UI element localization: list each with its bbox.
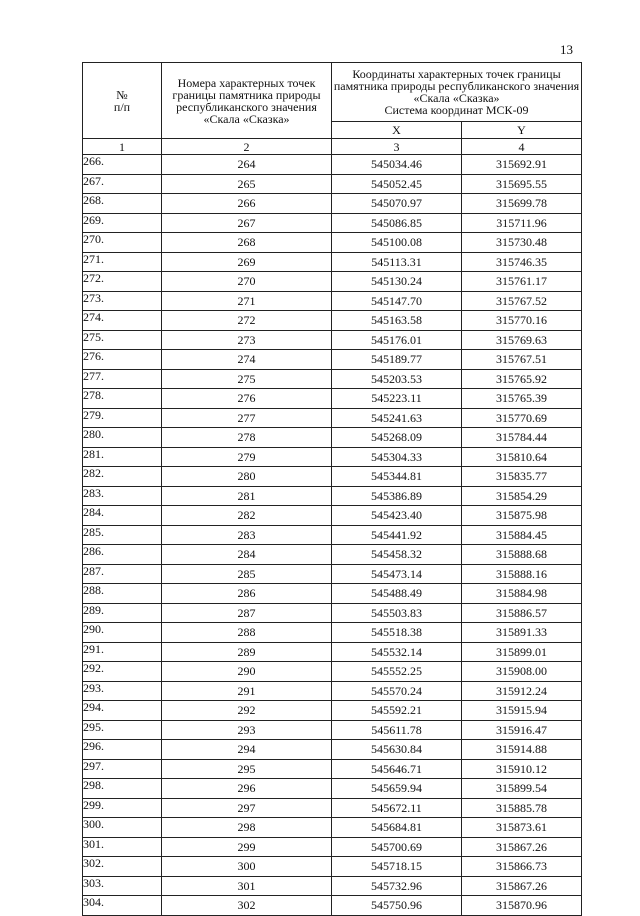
x-coordinate-cell: 545552.25	[332, 662, 462, 682]
point-number-cell: 288	[162, 623, 332, 643]
x-coordinate-cell: 545203.53	[332, 369, 462, 389]
x-coordinate-cell: 545684.81	[332, 818, 462, 838]
point-number-cell: 297	[162, 798, 332, 818]
row-number-cell: 298.	[83, 779, 162, 799]
point-number-cell: 280	[162, 467, 332, 487]
y-coordinate-cell: 315867.26	[462, 876, 582, 896]
header-point-numbers	[162, 63, 332, 139]
x-coordinate-cell: 545750.96	[332, 896, 462, 916]
x-coordinate-cell: 545268.09	[332, 428, 462, 448]
row-number-cell: 304.	[83, 896, 162, 916]
row-number-cell: 269.	[83, 213, 162, 233]
row-number-cell: 275.	[83, 330, 162, 350]
y-coordinate-cell: 315765.39	[462, 389, 582, 409]
x-coordinate-cell: 545518.38	[332, 623, 462, 643]
point-number-cell: 279	[162, 447, 332, 467]
column-number-3: 3	[332, 139, 462, 155]
table-row	[83, 389, 582, 409]
y-coordinate-cell: 315891.33	[462, 623, 582, 643]
row-number-cell: 290.	[83, 623, 162, 643]
table-row	[83, 252, 582, 272]
x-coordinate-cell: 545570.24	[332, 681, 462, 701]
table-row	[83, 291, 582, 311]
x-coordinate-cell: 545304.33	[332, 447, 462, 467]
row-number-cell: 291.	[83, 642, 162, 662]
y-coordinate-cell: 315899.01	[462, 642, 582, 662]
point-number-cell: 268	[162, 233, 332, 253]
table-row	[83, 701, 582, 721]
x-coordinate-cell: 545176.01	[332, 330, 462, 350]
x-coordinate-cell: 545113.31	[332, 252, 462, 272]
y-coordinate-cell: 315886.57	[462, 603, 582, 623]
point-number-cell: 278	[162, 428, 332, 448]
row-number-cell: 302.	[83, 857, 162, 877]
y-coordinate-cell: 315888.16	[462, 564, 582, 584]
table-row	[83, 623, 582, 643]
point-number-cell: 276	[162, 389, 332, 409]
table-row	[83, 603, 582, 623]
y-coordinate-cell: 315761.17	[462, 272, 582, 292]
x-coordinate-cell: 545646.71	[332, 759, 462, 779]
x-coordinate-cell: 545034.46	[332, 155, 462, 175]
point-number-cell: 285	[162, 564, 332, 584]
point-number-cell: 295	[162, 759, 332, 779]
y-coordinate-cell: 315884.98	[462, 584, 582, 604]
x-coordinate-cell: 545241.63	[332, 408, 462, 428]
row-number-cell: 283.	[83, 486, 162, 506]
row-number-cell: 286.	[83, 545, 162, 565]
y-coordinate-cell: 315730.48	[462, 233, 582, 253]
table-row	[83, 311, 582, 331]
y-coordinate-cell: 315910.12	[462, 759, 582, 779]
row-number-cell: 295.	[83, 720, 162, 740]
x-coordinate-cell: 545223.11	[332, 389, 462, 409]
y-coordinate-cell: 315915.94	[462, 701, 582, 721]
row-number-cell: 270.	[83, 233, 162, 253]
row-number-cell: 277.	[83, 369, 162, 389]
table-row	[83, 545, 582, 565]
table-row	[83, 857, 582, 877]
row-number-cell: 284.	[83, 506, 162, 526]
point-number-cell: 269	[162, 252, 332, 272]
table-row	[83, 213, 582, 233]
y-coordinate-cell: 315770.69	[462, 408, 582, 428]
point-number-cell: 271	[162, 291, 332, 311]
x-coordinate-cell: 545423.40	[332, 506, 462, 526]
point-number-cell: 300	[162, 857, 332, 877]
y-coordinate-cell: 315916.47	[462, 720, 582, 740]
y-coordinate-cell: 315873.61	[462, 818, 582, 838]
x-coordinate-cell: 545700.69	[332, 837, 462, 857]
column-number-4: 4	[462, 139, 582, 155]
table-row	[83, 194, 582, 214]
point-number-cell: 291	[162, 681, 332, 701]
x-coordinate-cell: 545732.96	[332, 876, 462, 896]
point-number-cell: 273	[162, 330, 332, 350]
table-row	[83, 837, 582, 857]
table-row	[83, 720, 582, 740]
row-number-cell: 293.	[83, 681, 162, 701]
table-row	[83, 350, 582, 370]
y-coordinate-cell: 315885.78	[462, 798, 582, 818]
row-number-cell: 276.	[83, 350, 162, 370]
table-row	[83, 525, 582, 545]
row-number-cell: 274.	[83, 311, 162, 331]
row-number-cell: 279.	[83, 408, 162, 428]
x-coordinate-cell: 545344.81	[332, 467, 462, 487]
point-number-cell: 296	[162, 779, 332, 799]
table-row	[83, 681, 582, 701]
row-number-cell: 285.	[83, 525, 162, 545]
point-number-cell: 301	[162, 876, 332, 896]
row-number-cell: 278.	[83, 389, 162, 409]
x-coordinate-cell: 545163.58	[332, 311, 462, 331]
x-coordinate-cell: 545718.15	[332, 857, 462, 877]
header-y-axis: Y	[462, 122, 582, 139]
y-coordinate-cell: 315912.24	[462, 681, 582, 701]
table-row	[83, 662, 582, 682]
row-number-cell: 282.	[83, 467, 162, 487]
table-row	[83, 447, 582, 467]
y-coordinate-cell: 315884.45	[462, 525, 582, 545]
y-coordinate-cell: 315866.73	[462, 857, 582, 877]
table-row	[83, 896, 582, 916]
point-number-cell: 264	[162, 155, 332, 175]
x-coordinate-cell: 545052.45	[332, 174, 462, 194]
x-coordinate-cell: 545086.85	[332, 213, 462, 233]
point-number-cell: 270	[162, 272, 332, 292]
y-coordinate-cell: 315914.88	[462, 740, 582, 760]
header-coordinate-system: Система координат МСК-09	[384, 103, 529, 117]
column-number-2: 2	[162, 139, 332, 155]
table-row	[83, 233, 582, 253]
y-coordinate-cell: 315888.68	[462, 545, 582, 565]
coordinates-table	[82, 62, 582, 916]
point-number-cell: 272	[162, 311, 332, 331]
x-coordinate-cell: 545100.08	[332, 233, 462, 253]
row-number-cell: 289.	[83, 603, 162, 623]
header-x-axis: X	[332, 122, 462, 139]
row-number-cell: 300.	[83, 818, 162, 838]
header-point-numbers-label: Номера характерных точек границы памятника природы республиканского значения «Скала «Сказка»	[172, 75, 321, 126]
row-number-cell: 288.	[83, 584, 162, 604]
y-coordinate-cell: 315810.64	[462, 447, 582, 467]
table-row	[83, 564, 582, 584]
row-number-cell: 273.	[83, 291, 162, 311]
table-row	[83, 818, 582, 838]
x-coordinate-cell: 545147.70	[332, 291, 462, 311]
row-number-cell: 297.	[83, 759, 162, 779]
table-row	[83, 330, 582, 350]
table-row	[83, 486, 582, 506]
y-coordinate-cell: 315908.00	[462, 662, 582, 682]
y-coordinate-cell: 315854.29	[462, 486, 582, 506]
y-coordinate-cell: 315711.96	[462, 213, 582, 233]
point-number-cell: 294	[162, 740, 332, 760]
x-coordinate-cell: 545611.78	[332, 720, 462, 740]
point-number-cell: 289	[162, 642, 332, 662]
y-coordinate-cell: 315692.91	[462, 155, 582, 175]
point-number-cell: 292	[162, 701, 332, 721]
column-number-row	[83, 139, 582, 155]
row-number-cell: 287.	[83, 564, 162, 584]
row-number-cell: 267.	[83, 174, 162, 194]
table-row	[83, 798, 582, 818]
x-coordinate-cell: 545070.97	[332, 194, 462, 214]
row-number-cell: 268.	[83, 194, 162, 214]
y-coordinate-cell: 315770.16	[462, 311, 582, 331]
point-number-cell: 277	[162, 408, 332, 428]
table-row	[83, 174, 582, 194]
table-row	[83, 428, 582, 448]
y-coordinate-cell: 315767.52	[462, 291, 582, 311]
table-row	[83, 584, 582, 604]
row-number-cell: 281.	[83, 447, 162, 467]
point-number-cell: 293	[162, 720, 332, 740]
header-row-number-label: № п/п	[113, 87, 131, 114]
y-coordinate-cell: 315699.78	[462, 194, 582, 214]
table-row	[83, 467, 582, 487]
table-row	[83, 272, 582, 292]
table-row	[83, 740, 582, 760]
header-coordinates-label: Координаты характерных точек границы памятника природы республиканского значения «Скала «Сказка»	[333, 67, 580, 105]
row-number-cell: 299.	[83, 798, 162, 818]
row-number-cell: 272.	[83, 272, 162, 292]
point-number-cell: 282	[162, 506, 332, 526]
y-coordinate-cell: 315875.98	[462, 506, 582, 526]
row-number-cell: 280.	[83, 428, 162, 448]
table-row	[83, 876, 582, 896]
x-coordinate-cell: 545532.14	[332, 642, 462, 662]
y-coordinate-cell: 315835.77	[462, 467, 582, 487]
header-coordinates	[332, 63, 582, 122]
y-coordinate-cell: 315769.63	[462, 330, 582, 350]
table-row	[83, 369, 582, 389]
row-number-cell: 294.	[83, 701, 162, 721]
x-coordinate-cell: 545672.11	[332, 798, 462, 818]
point-number-cell: 290	[162, 662, 332, 682]
row-number-cell: 301.	[83, 837, 162, 857]
y-coordinate-cell: 315695.55	[462, 174, 582, 194]
row-number-cell: 296.	[83, 740, 162, 760]
y-coordinate-cell: 315767.51	[462, 350, 582, 370]
table-row	[83, 408, 582, 428]
point-number-cell: 267	[162, 213, 332, 233]
x-coordinate-cell: 545458.32	[332, 545, 462, 565]
row-number-cell: 303.	[83, 876, 162, 896]
table-row	[83, 155, 582, 175]
point-number-cell: 281	[162, 486, 332, 506]
table-row	[83, 759, 582, 779]
point-number-cell: 265	[162, 174, 332, 194]
table-row	[83, 779, 582, 799]
x-coordinate-cell: 545503.83	[332, 603, 462, 623]
point-number-cell: 302	[162, 896, 332, 916]
x-coordinate-cell: 545659.94	[332, 779, 462, 799]
point-number-cell: 266	[162, 194, 332, 214]
header-row-number	[83, 63, 162, 139]
row-number-cell: 271.	[83, 252, 162, 272]
x-coordinate-cell: 545441.92	[332, 525, 462, 545]
x-coordinate-cell: 545592.21	[332, 701, 462, 721]
x-coordinate-cell: 545189.77	[332, 350, 462, 370]
y-coordinate-cell: 315870.96	[462, 896, 582, 916]
point-number-cell: 286	[162, 584, 332, 604]
table-body	[83, 155, 582, 916]
page-number: 13	[560, 42, 573, 57]
table-row	[83, 642, 582, 662]
point-number-cell: 298	[162, 818, 332, 838]
point-number-cell: 287	[162, 603, 332, 623]
y-coordinate-cell: 315867.26	[462, 837, 582, 857]
x-coordinate-cell: 545130.24	[332, 272, 462, 292]
y-coordinate-cell: 315784.44	[462, 428, 582, 448]
point-number-cell: 284	[162, 545, 332, 565]
row-number-cell: 266.	[83, 155, 162, 175]
point-number-cell: 275	[162, 369, 332, 389]
x-coordinate-cell: 545473.14	[332, 564, 462, 584]
y-coordinate-cell: 315765.92	[462, 369, 582, 389]
table-row	[83, 506, 582, 526]
y-coordinate-cell: 315746.35	[462, 252, 582, 272]
point-number-cell: 283	[162, 525, 332, 545]
x-coordinate-cell: 545488.49	[332, 584, 462, 604]
point-number-cell: 299	[162, 837, 332, 857]
point-number-cell: 274	[162, 350, 332, 370]
x-coordinate-cell: 545386.89	[332, 486, 462, 506]
y-coordinate-cell: 315899.54	[462, 779, 582, 799]
x-coordinate-cell: 545630.84	[332, 740, 462, 760]
column-number-1: 1	[83, 139, 162, 155]
row-number-cell: 292.	[83, 662, 162, 682]
